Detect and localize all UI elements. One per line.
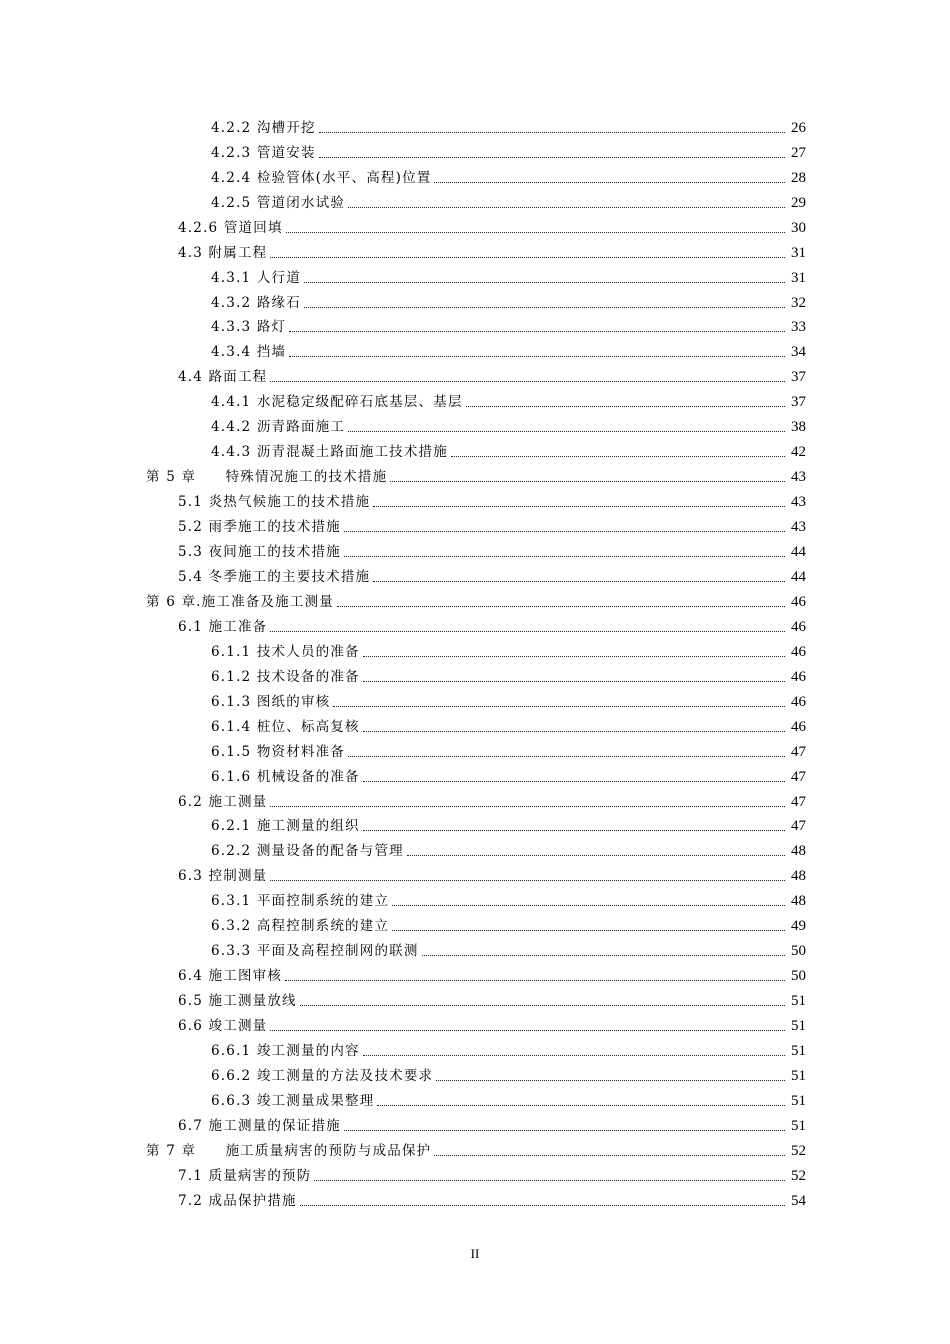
toc-dot-leader bbox=[436, 1079, 785, 1081]
toc-entry-page: 47 bbox=[791, 793, 806, 810]
toc-entry-title: 第 7 章 施工质量病害的预防与成品保护 bbox=[146, 1142, 432, 1159]
toc-entry[interactable] bbox=[178, 489, 806, 514]
toc-entry-title: 4.4.1 水泥稳定级配碎石底基层、基层 bbox=[211, 394, 463, 411]
toc-entry[interactable] bbox=[211, 839, 806, 864]
toc-dot-leader bbox=[270, 879, 785, 881]
toc-dot-leader bbox=[392, 904, 785, 906]
toc-entry-page: 33 bbox=[791, 319, 806, 336]
toc-entry-title: 4.3.2 路缘石 bbox=[211, 294, 301, 311]
toc-entry-page: 37 bbox=[791, 369, 806, 386]
toc-entry-page: 54 bbox=[791, 1192, 806, 1209]
toc-entry[interactable] bbox=[178, 240, 806, 265]
toc-dot-leader bbox=[363, 680, 785, 682]
toc-dot-leader bbox=[373, 580, 785, 582]
toc-dot-leader bbox=[348, 430, 785, 432]
toc-entry[interactable] bbox=[178, 1188, 806, 1213]
toc-entry-title: 6.4 施工图审核 bbox=[178, 968, 283, 985]
toc-entry[interactable] bbox=[178, 514, 806, 539]
toc-entry[interactable] bbox=[211, 938, 806, 963]
toc-entry-title: 5.1 炎热气候施工的技术措施 bbox=[178, 494, 371, 511]
toc-entry-title: 7.2 成品保护措施 bbox=[178, 1192, 297, 1209]
toc-entry-page: 47 bbox=[791, 768, 806, 785]
toc-entry-title: 4.3.3 路灯 bbox=[211, 319, 287, 336]
toc-entry-title: 6.7 施工测量的保证措施 bbox=[178, 1117, 341, 1134]
toc-entry[interactable] bbox=[178, 539, 806, 564]
toc-entry-title: 5.4 冬季施工的主要技术措施 bbox=[178, 568, 371, 585]
toc-dot-leader bbox=[377, 1104, 785, 1106]
toc-dot-leader bbox=[304, 306, 785, 308]
toc-entry-title: 6.6 竣工测量 bbox=[178, 1018, 268, 1035]
toc-dot-leader bbox=[300, 1004, 785, 1006]
toc-entry-title: 6.2.1 施工测量的组织 bbox=[211, 818, 360, 835]
toc-dot-leader bbox=[270, 805, 785, 807]
toc-entry-page: 46 bbox=[791, 618, 806, 635]
toc-entry-title: 第 6 章.施工准备及施工测量 bbox=[146, 593, 334, 610]
toc-dot-leader bbox=[304, 281, 785, 283]
toc-entry-title: 6.6.3 竣工测量成果整理 bbox=[211, 1092, 375, 1109]
toc-entry-page: 48 bbox=[791, 868, 806, 885]
toc-entry[interactable] bbox=[211, 389, 806, 414]
toc-entry[interactable] bbox=[211, 414, 806, 439]
toc-entry-page: 46 bbox=[791, 693, 806, 710]
toc-entry[interactable] bbox=[211, 265, 806, 290]
toc-entry[interactable] bbox=[178, 1113, 806, 1138]
toc-entry-title: 4.3 附属工程 bbox=[178, 244, 268, 261]
toc-dot-leader bbox=[337, 605, 785, 607]
toc-entry-page: 42 bbox=[791, 444, 806, 461]
toc-entry-page: 32 bbox=[791, 294, 806, 311]
toc-entry-title: 6.3.1 平面控制系统的建立 bbox=[211, 893, 390, 910]
toc-dot-leader bbox=[363, 730, 785, 732]
toc-entry-page: 44 bbox=[791, 568, 806, 585]
toc-entry[interactable] bbox=[211, 888, 806, 913]
toc-entry[interactable] bbox=[211, 764, 806, 789]
toc-dot-leader bbox=[270, 256, 785, 258]
toc-entry[interactable] bbox=[211, 315, 806, 340]
toc-entry-title: 6.1.4 桩位、标高复核 bbox=[211, 718, 360, 735]
toc-entry[interactable] bbox=[178, 963, 806, 988]
toc-entry-page: 51 bbox=[791, 1043, 806, 1060]
toc-entry[interactable] bbox=[146, 589, 806, 614]
toc-entry[interactable] bbox=[211, 689, 806, 714]
toc-dot-leader bbox=[285, 979, 785, 981]
toc-entry-title: 4.2.2 沟槽开挖 bbox=[211, 119, 316, 136]
toc-entry-page: 29 bbox=[791, 194, 806, 211]
toc-entry-title: 5.3 夜间施工的技术措施 bbox=[178, 544, 341, 561]
toc-entry-title: 6.1.2 技术设备的准备 bbox=[211, 668, 360, 685]
toc-entry-page: 46 bbox=[791, 668, 806, 685]
toc-entry-title: 5.2 雨季施工的技术措施 bbox=[178, 519, 341, 536]
toc-dot-leader bbox=[344, 555, 785, 557]
toc-entry-page: 44 bbox=[791, 544, 806, 561]
toc-entry-title: 7.1 质量病害的预防 bbox=[178, 1167, 312, 1184]
toc-entry-title: 6.2.2 测量设备的配备与管理 bbox=[211, 843, 404, 860]
toc-entry-title: 4.2.6 管道回填 bbox=[178, 219, 283, 236]
toc-entry[interactable] bbox=[178, 564, 806, 589]
toc-dot-leader bbox=[333, 705, 785, 707]
toc-dot-leader bbox=[407, 854, 785, 856]
toc-dot-leader bbox=[286, 231, 785, 233]
toc-entry-page: 47 bbox=[791, 818, 806, 835]
toc-entry[interactable] bbox=[211, 439, 806, 464]
toc-entry-title: 4.4.2 沥青路面施工 bbox=[211, 419, 346, 436]
toc-dot-leader bbox=[390, 480, 785, 482]
toc-dot-leader bbox=[363, 1054, 785, 1056]
toc-entry-page: 51 bbox=[791, 1018, 806, 1035]
toc-entry-title: 6.1 施工准备 bbox=[178, 618, 268, 635]
toc-entry[interactable] bbox=[211, 140, 806, 165]
toc-dot-leader bbox=[363, 780, 785, 782]
toc-entry-page: 30 bbox=[791, 219, 806, 236]
toc-dot-leader bbox=[373, 505, 785, 507]
toc-entry-title: 4.4.3 沥青混凝土路面施工技术措施 bbox=[211, 444, 448, 461]
toc-dot-leader bbox=[270, 1029, 785, 1031]
toc-entry-title: 6.3.2 高程控制系统的建立 bbox=[211, 918, 390, 935]
toc-entry-title: 4.3.4 挡墙 bbox=[211, 344, 287, 361]
toc-entry-page: 51 bbox=[791, 1067, 806, 1084]
toc-entry-title: 4.2.5 管道闭水试验 bbox=[211, 194, 346, 211]
toc-entry-page: 43 bbox=[791, 494, 806, 511]
toc-dot-leader bbox=[363, 829, 785, 831]
toc-dot-leader bbox=[314, 1179, 785, 1181]
toc-entry[interactable] bbox=[146, 464, 806, 489]
toc-entry-title: 6.3.3 平面及高程控制网的联测 bbox=[211, 943, 419, 960]
toc-entry-page: 37 bbox=[791, 394, 806, 411]
toc-entry[interactable] bbox=[178, 1013, 806, 1038]
toc-entry-page: 50 bbox=[791, 968, 806, 985]
toc-dot-leader bbox=[270, 380, 785, 382]
toc-entry[interactable] bbox=[211, 165, 806, 190]
toc-entry-title: 6.1.1 技术人员的准备 bbox=[211, 643, 360, 660]
toc-entry-title: 6.6.1 竣工测量的内容 bbox=[211, 1043, 360, 1060]
toc-entry-page: 50 bbox=[791, 943, 806, 960]
toc-entry[interactable] bbox=[211, 814, 806, 839]
toc-entry[interactable] bbox=[211, 115, 806, 140]
toc-entry-title: 6.1.5 物资材料准备 bbox=[211, 743, 346, 760]
toc-entry-page: 49 bbox=[791, 918, 806, 935]
toc-entry-page: 46 bbox=[791, 718, 806, 735]
toc-dot-leader bbox=[348, 206, 785, 208]
toc-dot-leader bbox=[289, 355, 785, 357]
toc-entry-title: 4.2.3 管道安装 bbox=[211, 144, 316, 161]
toc-entry-page: 51 bbox=[791, 993, 806, 1010]
toc-dot-leader bbox=[270, 630, 785, 632]
toc-entry[interactable] bbox=[178, 365, 806, 390]
toc-entry[interactable] bbox=[211, 639, 806, 664]
toc-entry[interactable] bbox=[178, 864, 806, 889]
toc-entry-page: 28 bbox=[791, 169, 806, 186]
toc-entry-page: 43 bbox=[791, 519, 806, 536]
toc-entry[interactable] bbox=[211, 340, 806, 365]
toc-entry-page: 51 bbox=[791, 1117, 806, 1134]
toc-dot-leader bbox=[344, 530, 785, 532]
toc-entry[interactable] bbox=[211, 1063, 806, 1088]
toc-dot-leader bbox=[319, 131, 785, 133]
toc-entry[interactable] bbox=[178, 614, 806, 639]
toc-entry-title: 4.4 路面工程 bbox=[178, 369, 268, 386]
toc-entry[interactable] bbox=[178, 789, 806, 814]
toc-entry[interactable] bbox=[211, 1038, 806, 1063]
toc-entry-title: 6.6.2 竣工测量的方法及技术要求 bbox=[211, 1067, 434, 1084]
toc-entry-title: 4.3.1 人行道 bbox=[211, 269, 301, 286]
toc-entry-page: 52 bbox=[791, 1167, 806, 1184]
toc-entry-page: 46 bbox=[791, 593, 806, 610]
toc-entry-page: 31 bbox=[791, 244, 806, 261]
toc-entry-page: 38 bbox=[791, 419, 806, 436]
toc-entry-page: 27 bbox=[791, 144, 806, 161]
toc-dot-leader bbox=[319, 156, 785, 158]
toc-entry-page: 43 bbox=[791, 469, 806, 486]
toc-entry-page: 48 bbox=[791, 893, 806, 910]
toc-entry[interactable] bbox=[178, 1163, 806, 1188]
toc-dot-leader bbox=[392, 929, 785, 931]
toc-entry[interactable] bbox=[178, 215, 806, 240]
toc-entry-page: 52 bbox=[791, 1142, 806, 1159]
toc-entry-page: 46 bbox=[791, 643, 806, 660]
toc-entry-page: 48 bbox=[791, 843, 806, 860]
toc-dot-leader bbox=[289, 330, 785, 332]
toc-entry-title: 4.2.4 检验管体(水平、高程)位置 bbox=[211, 169, 432, 186]
toc-entry[interactable] bbox=[211, 290, 806, 315]
toc-entry-page: 51 bbox=[791, 1092, 806, 1109]
toc-dot-leader bbox=[434, 181, 785, 183]
toc-dot-leader bbox=[363, 655, 785, 657]
toc-entry-title: 6.5 施工测量放线 bbox=[178, 993, 297, 1010]
toc-entry[interactable] bbox=[211, 913, 806, 938]
page-number: II bbox=[470, 1246, 480, 1261]
toc-entry-title: 第 5 章 特殊情况施工的技术措施 bbox=[146, 469, 388, 486]
toc-entry[interactable] bbox=[211, 664, 806, 689]
toc-entry-title: 6.1.6 机械设备的准备 bbox=[211, 768, 360, 785]
toc-entry-page: 31 bbox=[791, 269, 806, 286]
toc-dot-leader bbox=[466, 405, 785, 407]
toc-entry-title: 6.3 控制测量 bbox=[178, 868, 268, 885]
toc-entry-page: 26 bbox=[791, 119, 806, 136]
toc-entry-title: 6.1.3 图纸的审核 bbox=[211, 693, 331, 710]
toc-entry[interactable] bbox=[211, 190, 806, 215]
toc-dot-leader bbox=[422, 954, 785, 956]
toc-entry[interactable] bbox=[211, 1088, 806, 1113]
toc-entry-title: 6.2 施工测量 bbox=[178, 793, 268, 810]
toc-dot-leader bbox=[451, 455, 785, 457]
toc-dot-leader bbox=[348, 755, 785, 757]
toc-dot-leader bbox=[344, 1129, 785, 1131]
toc-entry[interactable] bbox=[146, 1138, 806, 1163]
toc-entry-page: 34 bbox=[791, 344, 806, 361]
toc-entry[interactable] bbox=[211, 714, 806, 739]
toc-dot-leader bbox=[300, 1204, 785, 1206]
toc-dot-leader bbox=[434, 1154, 785, 1156]
toc-entry[interactable] bbox=[178, 988, 806, 1013]
toc-entry[interactable] bbox=[211, 739, 806, 764]
toc-entry-page: 47 bbox=[791, 743, 806, 760]
